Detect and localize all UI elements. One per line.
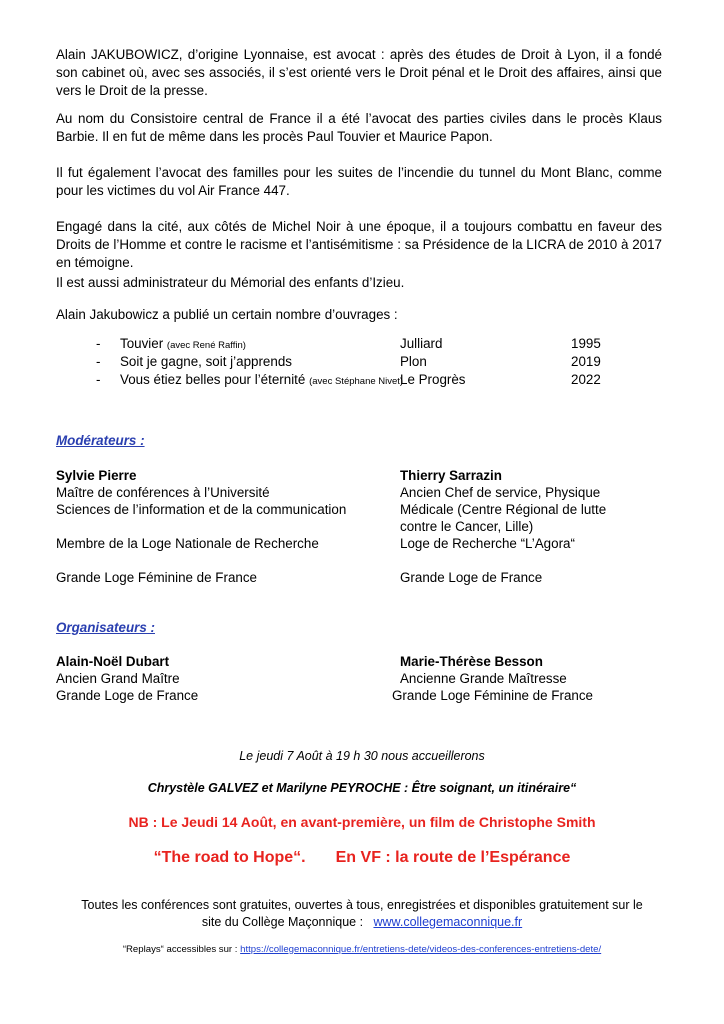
organizer-left [56, 653, 198, 704]
replays-line [0, 944, 724, 955]
book-note: (avec René Raffin) [166, 340, 246, 351]
film-title-vf: En VF : la route de l’Espérance [335, 849, 571, 866]
moderator-title: Médicale (Centre Régional de lutte [400, 502, 607, 517]
organizer-title: Ancien Grand Maître [56, 671, 180, 686]
book-row [0, 335, 724, 353]
moderator-lodge: Membre de la Loge Nationale de Recherche [56, 536, 319, 551]
moderator-left [56, 467, 346, 586]
bio-paragraph-4: Engagé dans la cité, aux côtés de Michel Noir à une époque, il a toujours combattu en faveur des Droits de l’Homme et contre le racisme et l’antisémitisme : sa Présidence de la LICRA de 2010 à 2017 en témoigne. [56, 219, 662, 270]
list-dash: - [96, 336, 101, 351]
organizer-right [392, 653, 593, 704]
list-dash: - [96, 354, 101, 369]
moderator-title: Ancien Chef de service, Physique [400, 485, 601, 500]
moderator-obedience: Grande Loge de France [400, 570, 543, 585]
bio-paragraph-6: Alain Jakubowicz a publié un certain nombre d’ouvrages : [56, 307, 398, 322]
organizer-obedience: Grande Loge Féminine de France [392, 688, 593, 703]
book-title [120, 335, 246, 355]
organizer-obedience: Grande Loge de France [56, 688, 199, 703]
moderator-obedience: Grande Loge Féminine de France [56, 570, 257, 585]
moderator-name: Sylvie Pierre [56, 468, 137, 483]
book-title [120, 371, 403, 391]
book-title-text: Touvier [120, 336, 164, 351]
book-publisher: Le Progrès [400, 372, 466, 387]
organizer-name: Alain-Noël Dubart [56, 654, 170, 669]
book-publisher: Plon [400, 354, 427, 369]
moderator-title: Maître de conférences à l’Université [56, 485, 270, 500]
moderator-right [400, 467, 606, 586]
book-year: 2022 [571, 372, 601, 387]
footer-line-2 [0, 915, 724, 929]
nb-announcement: NB : Le Jeudi 14 Août, en avant-première, un film de Christophe Smith [128, 814, 596, 830]
film-title-line [0, 849, 724, 867]
next-event-speakers: Chrystèle GALVEZ et Marilyne PEYROCHE : Être soignant, un itinéraire“ [147, 781, 577, 795]
moderator-lodge: Loge de Recherche “L’Agora“ [400, 536, 575, 551]
moderator-title: Sciences de l’information et de la communication [56, 502, 347, 517]
book-title-text: Soit je gagne, soit j’apprends [120, 354, 292, 369]
footer-site-label: site du Collège Maçonnique : [201, 915, 364, 929]
bio-paragraph-1: Alain JAKUBOWICZ, d’origine Lyonnaise, est avocat : après des études de Droit à Lyon, il a fondé son cabinet où, avec ses associés, il s’est orienté vers le Droit pénal et le Droit des affaires, ainsi que vers le Droit de la presse. [56, 47, 662, 98]
organizer-title: Ancienne Grande Maîtresse [400, 671, 567, 686]
book-year: 1995 [571, 336, 601, 351]
book-title-text: Vous étiez belles pour l’éternité [120, 372, 306, 387]
bio-paragraph-3: Il fut également l’avocat des familles pour les suites de l’incendie du tunnel du Mont Blanc, comme pour les victimes du vol Air France 447. [56, 165, 662, 198]
list-dash: - [96, 372, 101, 387]
organizer-name: Marie-Thérèse Besson [400, 654, 543, 669]
college-website-link[interactable]: www.collegemaconnique.fr [373, 915, 523, 929]
bio-paragraph-2: Au nom du Consistoire central de France il a été l’avocat des parties civiles dans le procès Klaus Barbie. Il en fut de même dans les procès Paul Touvier et Maurice Papon. [56, 111, 662, 144]
moderator-name: Thierry Sarrazin [400, 468, 502, 483]
next-event-line: Le jeudi 7 Août à 19 h 30 nous accueillerons [239, 749, 485, 763]
film-title: “The road to Hope“. [153, 849, 306, 866]
replays-label: “Replays“ accessibles sur : [122, 944, 238, 955]
book-note: (avec Stéphane Nivet) [309, 376, 404, 387]
book-title [120, 353, 292, 371]
bio-paragraph-5: Il est aussi administrateur du Mémorial des enfants d’Izieu. [56, 275, 405, 290]
book-year: 2019 [571, 354, 601, 369]
book-row [0, 353, 724, 371]
replays-link[interactable]: https://collegemaconnique.fr/entretiens-dete/videos-des-conferences-entretiens-dete/ [240, 944, 602, 955]
moderators-heading: Modérateurs : [56, 433, 145, 448]
footer-line-1: Toutes les conférences sont gratuites, ouvertes à tous, enregistrées et disponibles gratuitement sur le [81, 898, 643, 912]
organizers-heading: Organisateurs : [56, 620, 155, 635]
book-publisher: Julliard [400, 336, 443, 351]
book-row [0, 371, 724, 389]
moderator-title: contre le Cancer, Lille) [400, 519, 534, 534]
